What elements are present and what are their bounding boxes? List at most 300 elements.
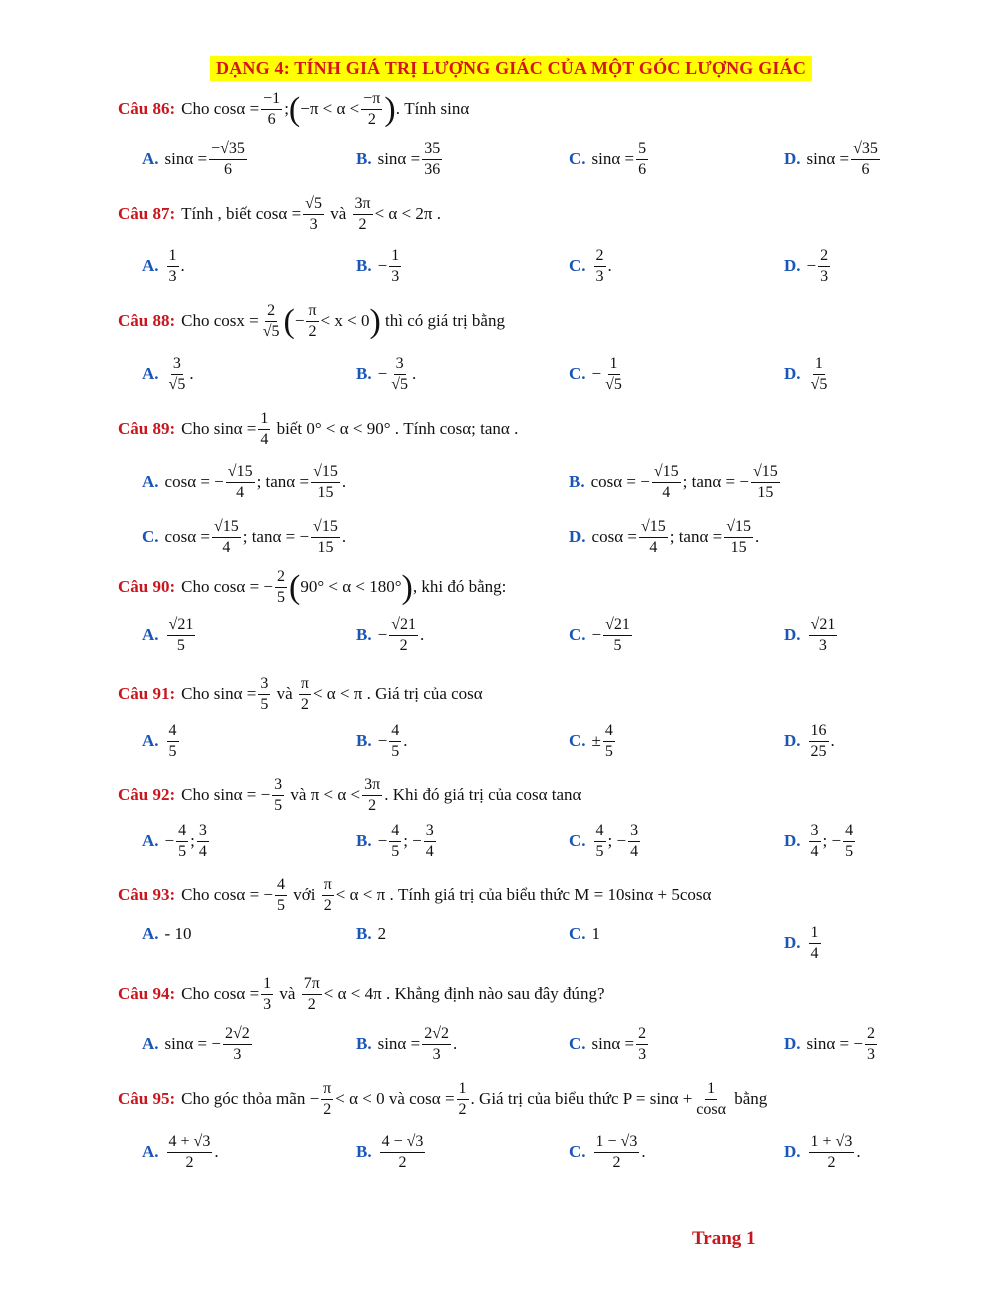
math-text: Cho sinα = xyxy=(181,418,257,438)
numerator: √15 xyxy=(226,463,255,483)
math-text: sinα = xyxy=(591,148,635,168)
fraction xyxy=(751,463,780,503)
numerator: 2√2 xyxy=(223,1025,252,1045)
fraction xyxy=(353,195,373,235)
numerator: 7π xyxy=(302,975,322,995)
denominator: 4 xyxy=(630,843,639,861)
denominator: 4 xyxy=(260,431,269,449)
math-text: − xyxy=(377,830,388,850)
option-letter: C. xyxy=(569,255,586,275)
fraction xyxy=(167,722,179,762)
fraction xyxy=(209,140,247,180)
math-text: −π < α < xyxy=(300,98,360,118)
numerator: 3 xyxy=(809,822,821,842)
answer-option[interactable] xyxy=(569,355,626,395)
fraction xyxy=(167,247,179,287)
math-text: . xyxy=(755,526,760,546)
math-text: < α < π . Tính giá trị của biểu thức M = 10sinα + 5cosα xyxy=(335,884,712,904)
math-text: . xyxy=(411,363,417,383)
math-text: < α < 2π . xyxy=(374,203,441,223)
math-text: . xyxy=(189,363,194,383)
math-text: Cho sinα = − xyxy=(181,784,271,804)
math-text: ± xyxy=(591,730,601,750)
math-text: - 10 xyxy=(164,924,192,943)
denominator: 36 xyxy=(424,161,441,179)
math-text: ; − xyxy=(403,830,422,850)
math-text: sinα = xyxy=(377,1033,421,1053)
fraction xyxy=(809,1133,855,1173)
math-text: cosα = xyxy=(591,526,637,546)
option-letter: A. xyxy=(142,363,159,383)
answer-option[interactable] xyxy=(356,355,416,395)
answer-option[interactable] xyxy=(356,924,386,944)
fraction xyxy=(594,1133,640,1173)
math-text: . Giá trị của biểu thức P = sinα + xyxy=(470,1088,693,1108)
denominator: 6 xyxy=(267,111,276,129)
fraction xyxy=(809,722,829,762)
page-number: Trang 1 xyxy=(692,1228,756,1249)
math-text: . xyxy=(641,1141,646,1161)
fraction xyxy=(212,518,241,558)
option-letter: C. xyxy=(569,624,586,644)
denominator: 5 xyxy=(391,843,400,861)
numerator: 3 xyxy=(197,822,209,842)
denominator: 5 xyxy=(274,797,283,815)
numerator: 2 xyxy=(636,1025,648,1045)
fraction xyxy=(389,247,401,287)
answer-option[interactable] xyxy=(142,722,181,762)
fraction xyxy=(694,1080,728,1120)
denominator: 6 xyxy=(224,161,233,179)
option-letter: C. xyxy=(569,148,586,168)
numerator: 4 xyxy=(167,722,179,742)
fraction xyxy=(639,518,668,558)
option-letter: D. xyxy=(784,363,801,383)
math-text: . xyxy=(419,624,425,644)
question-stem xyxy=(118,195,441,235)
denominator: √5 xyxy=(168,376,186,394)
option-letter: C. xyxy=(569,924,586,943)
numerator: 2√2 xyxy=(422,1025,451,1045)
numerator: √15 xyxy=(639,518,668,538)
denominator: 5 xyxy=(168,743,177,761)
option-letter: D. xyxy=(784,1141,801,1161)
answer-option[interactable] xyxy=(784,924,823,964)
denominator: 3 xyxy=(818,637,827,655)
option-letter: B. xyxy=(356,1141,372,1161)
math-text: , khi đó bằng: xyxy=(412,576,507,596)
fraction xyxy=(261,302,282,342)
fraction xyxy=(636,140,648,180)
answer-option[interactable] xyxy=(784,355,831,395)
fraction xyxy=(275,876,287,916)
fraction xyxy=(275,568,287,608)
numerator: √15 xyxy=(311,518,340,538)
numerator: 2 xyxy=(818,247,830,267)
fraction xyxy=(809,924,821,964)
denominator: 15 xyxy=(757,484,774,502)
option-letter: B. xyxy=(356,624,372,644)
fraction xyxy=(457,1080,469,1120)
bracket: ( xyxy=(283,302,295,340)
math-text: . xyxy=(403,730,408,750)
numerator: 5 xyxy=(636,140,648,160)
numerator: 3 xyxy=(628,822,640,842)
math-text: cosα = − xyxy=(164,471,224,491)
numerator: 4 xyxy=(594,822,606,842)
option-letter: A. xyxy=(142,1033,159,1053)
math-text: và xyxy=(272,683,297,703)
denominator: 2 xyxy=(308,323,317,341)
math-text: ; tanα = − xyxy=(242,526,310,546)
answer-option[interactable] xyxy=(569,518,759,558)
option-letter: D. xyxy=(784,255,801,275)
fraction xyxy=(652,463,681,503)
question-label: Câu 91: xyxy=(118,683,176,703)
fraction xyxy=(302,975,322,1015)
answer-option[interactable] xyxy=(569,616,634,656)
numerator: 2 xyxy=(265,302,277,322)
numerator: 3 xyxy=(171,355,183,375)
question-label: Câu 87: xyxy=(118,203,176,223)
question-stem xyxy=(118,675,483,715)
question-stem xyxy=(118,975,605,1015)
math-text: sinα = − xyxy=(806,1033,863,1053)
numerator: 1 xyxy=(457,1080,469,1100)
fraction xyxy=(261,975,273,1015)
numerator: √15 xyxy=(751,463,780,483)
section-title: DẠNG 4: TÍNH GIÁ TRỊ LƯỢNG GIÁC CỦA MỘT GÓC LƯỢNG GIÁC xyxy=(210,56,812,81)
denominator: 3 xyxy=(263,996,272,1014)
numerator: 1 xyxy=(705,1080,717,1100)
answer-option[interactable] xyxy=(569,140,650,180)
denominator: 2 xyxy=(399,637,408,655)
question-label: Câu 86: xyxy=(118,98,176,118)
numerator: −π xyxy=(361,90,382,110)
fraction xyxy=(167,1133,213,1173)
fraction xyxy=(603,616,632,656)
fraction xyxy=(424,822,436,862)
question-stem xyxy=(118,568,506,608)
answer-option[interactable] xyxy=(784,140,882,180)
fraction xyxy=(306,302,318,342)
fraction xyxy=(167,355,188,395)
math-text: . xyxy=(856,1141,861,1161)
answer-option[interactable] xyxy=(142,924,191,944)
answer-option[interactable] xyxy=(784,616,839,656)
answer-option[interactable] xyxy=(356,140,444,180)
denominator: 2 xyxy=(398,1154,407,1172)
option-letter: B. xyxy=(356,1033,372,1053)
denominator: 4 xyxy=(236,484,245,502)
denominator: 5 xyxy=(277,589,285,607)
option-letter: D. xyxy=(784,730,801,750)
answer-option[interactable] xyxy=(142,822,211,862)
math-text: − xyxy=(806,255,817,275)
denominator: 5 xyxy=(613,637,622,655)
question-label: Câu 88: xyxy=(118,310,176,330)
option-letter: D. xyxy=(784,830,801,850)
answer-option[interactable] xyxy=(356,1025,457,1065)
fraction xyxy=(380,1133,426,1173)
fraction xyxy=(809,822,821,862)
math-text: − xyxy=(377,255,388,275)
numerator: π xyxy=(306,302,318,322)
denominator: 3 xyxy=(233,1046,242,1064)
math-text: Cho cosα = xyxy=(181,983,260,1003)
fraction xyxy=(176,822,188,862)
question-label: Câu 94: xyxy=(118,983,176,1003)
numerator: 4 xyxy=(389,822,401,842)
numerator: 3 xyxy=(272,776,284,796)
denominator: 2 xyxy=(612,1154,621,1172)
numerator: 1 xyxy=(261,975,273,995)
numerator: 4 xyxy=(603,722,615,742)
denominator: 2 xyxy=(307,996,316,1014)
denominator: 5 xyxy=(604,743,613,761)
denominator: 4 xyxy=(810,843,819,861)
denominator: 3 xyxy=(638,1046,647,1064)
fraction xyxy=(258,675,270,715)
math-text: sinα = xyxy=(164,148,208,168)
fraction xyxy=(603,355,624,395)
denominator: 4 xyxy=(425,843,434,861)
option-letter: C. xyxy=(569,1141,586,1161)
fraction xyxy=(311,518,340,558)
answer-option[interactable] xyxy=(356,616,424,656)
numerator: 2 xyxy=(594,247,606,267)
answer-option[interactable] xyxy=(356,822,438,862)
math-text: . xyxy=(214,1141,219,1161)
math-text: biết 0° < α < 90° . Tính cosα; tanα . xyxy=(272,418,519,438)
math-text: . xyxy=(607,255,612,275)
option-letter: B. xyxy=(356,830,372,850)
denominator: 3 xyxy=(866,1046,875,1064)
denominator: 15 xyxy=(730,539,747,557)
answer-option[interactable] xyxy=(784,247,832,287)
fraction xyxy=(322,876,334,916)
option-letter: B. xyxy=(569,471,585,491)
denominator: √5 xyxy=(810,376,828,394)
numerator: 3 xyxy=(394,355,406,375)
denominator: 2 xyxy=(358,216,367,234)
denominator: 5 xyxy=(176,637,185,655)
fraction xyxy=(594,822,606,862)
numerator: 35 xyxy=(422,140,442,160)
option-letter: C. xyxy=(142,526,159,546)
numerator: 4 − √3 xyxy=(380,1133,426,1153)
math-text: − xyxy=(164,830,175,850)
fraction xyxy=(594,247,606,287)
answer-option[interactable] xyxy=(356,722,407,762)
math-text: . xyxy=(341,471,347,491)
denominator: 5 xyxy=(277,897,285,915)
question-label: Câu 90: xyxy=(118,576,176,596)
question-stem xyxy=(118,90,469,130)
option-letter: A. xyxy=(142,624,159,644)
math-text: và xyxy=(275,983,300,1003)
math-text: ; xyxy=(284,98,289,118)
numerator: 4 + √3 xyxy=(167,1133,213,1153)
math-text: ; xyxy=(190,830,195,850)
numerator: 3 xyxy=(424,822,436,842)
numerator: 1 − √3 xyxy=(594,1133,640,1153)
fraction xyxy=(272,776,284,816)
bracket: ) xyxy=(401,568,413,606)
fraction xyxy=(818,247,830,287)
numerator: √21 xyxy=(809,616,838,636)
math-text: ; tanα = xyxy=(256,471,310,491)
numerator: 3 xyxy=(258,675,270,695)
denominator: 2 xyxy=(827,1154,836,1172)
denominator: √5 xyxy=(262,323,280,341)
question-label: Câu 95: xyxy=(118,1088,176,1108)
numerator: −√35 xyxy=(209,140,247,160)
question-stem xyxy=(118,1080,767,1120)
question-stem xyxy=(118,776,581,816)
numerator: 4 xyxy=(176,822,188,842)
math-text: < x < 0 xyxy=(320,310,370,330)
math-text: < α < 0 và cosα = xyxy=(335,1088,455,1108)
numerator: 3π xyxy=(362,776,382,796)
denominator: 25 xyxy=(810,743,827,761)
numerator: π xyxy=(322,876,334,896)
math-text: sinα = − xyxy=(164,1033,221,1053)
denominator: 6 xyxy=(861,161,870,179)
math-text: − xyxy=(294,310,305,330)
answer-option[interactable] xyxy=(569,1133,646,1173)
math-text: . xyxy=(452,1033,458,1053)
option-letter: A. xyxy=(142,924,159,943)
numerator: 2 xyxy=(865,1025,877,1045)
numerator: √5 xyxy=(303,195,324,215)
numerator: π xyxy=(321,1080,333,1100)
math-text: . xyxy=(341,526,347,546)
answer-option[interactable] xyxy=(356,247,403,287)
answer-option[interactable] xyxy=(784,722,835,762)
fraction xyxy=(389,616,418,656)
fraction xyxy=(809,616,838,656)
math-text: < α < 4π . Khẳng định nào sau đây đúng? xyxy=(323,983,605,1003)
option-letter: D. xyxy=(784,624,801,644)
numerator: 2 xyxy=(275,568,287,588)
numerator: √21 xyxy=(167,616,196,636)
option-letter: A. xyxy=(142,730,159,750)
denominator: 15 xyxy=(317,539,334,557)
fraction xyxy=(851,140,880,180)
option-letter: B. xyxy=(356,363,372,383)
math-text: 1 xyxy=(591,924,601,943)
math-text: Cho sinα = xyxy=(181,683,257,703)
fraction xyxy=(422,140,442,180)
math-text: . xyxy=(830,730,835,750)
numerator: 4 xyxy=(389,722,401,742)
numerator: √21 xyxy=(389,616,418,636)
math-text: và π < α < xyxy=(286,784,361,804)
math-text: và xyxy=(325,203,351,223)
math-text: Cho góc thỏa mãn − xyxy=(181,1088,320,1108)
denominator: 5 xyxy=(178,843,187,861)
answer-option[interactable] xyxy=(142,247,185,287)
option-letter: B. xyxy=(356,730,372,750)
answer-option[interactable] xyxy=(142,140,249,180)
bracket: ( xyxy=(288,90,301,128)
answer-option[interactable] xyxy=(142,355,194,395)
math-text: − xyxy=(591,624,602,644)
answer-option[interactable] xyxy=(142,1133,219,1173)
denominator: 5 xyxy=(595,843,604,861)
denominator: 4 xyxy=(198,843,207,861)
answer-option[interactable] xyxy=(142,518,346,558)
math-text: − xyxy=(377,624,388,644)
question-label: Câu 93: xyxy=(118,884,176,904)
fraction xyxy=(389,722,401,762)
fraction xyxy=(603,722,615,762)
denominator: 2 xyxy=(368,797,377,815)
option-letter: D. xyxy=(569,526,586,546)
fraction xyxy=(197,822,209,862)
denominator: 3 xyxy=(595,268,604,286)
answer-option[interactable] xyxy=(569,463,782,503)
option-letter: A. xyxy=(142,830,159,850)
denominator: 5 xyxy=(845,843,854,861)
denominator: 5 xyxy=(391,743,400,761)
fraction xyxy=(865,1025,877,1065)
answer-option[interactable] xyxy=(356,1133,427,1173)
answer-option[interactable] xyxy=(784,1133,861,1173)
answer-option[interactable] xyxy=(569,1025,650,1065)
numerator: 1 xyxy=(813,355,825,375)
option-letter: B. xyxy=(356,148,372,168)
option-letter: B. xyxy=(356,255,372,275)
option-letter: A. xyxy=(142,471,159,491)
numerator: 1 xyxy=(389,247,401,267)
numerator: 1 + √3 xyxy=(809,1133,855,1153)
fraction xyxy=(628,822,640,862)
math-text: sinα = xyxy=(377,148,421,168)
option-letter: C. xyxy=(569,830,586,850)
math-text: . xyxy=(180,255,185,275)
question-label: Câu 89: xyxy=(118,418,176,438)
answer-option[interactable] xyxy=(142,463,346,503)
denominator: 3 xyxy=(309,216,318,234)
answer-option[interactable] xyxy=(569,722,617,762)
denominator: 3 xyxy=(391,268,400,286)
math-text: − xyxy=(377,363,388,383)
numerator: 1 xyxy=(258,410,270,430)
answer-option[interactable] xyxy=(784,1025,879,1065)
numerator: 1 xyxy=(809,924,821,944)
math-text: Cho cosα = xyxy=(181,98,260,118)
fraction xyxy=(311,463,340,503)
answer-option[interactable] xyxy=(569,924,600,944)
math-text: 2 xyxy=(377,924,387,943)
math-text: sinα = xyxy=(591,1033,635,1053)
math-text: Cho cosα = − xyxy=(181,884,273,904)
numerator: −1 xyxy=(261,90,282,110)
answer-option[interactable] xyxy=(569,822,642,862)
answer-option[interactable] xyxy=(784,822,857,862)
answer-option[interactable] xyxy=(142,1025,254,1065)
math-text: Cho cosα = − xyxy=(181,576,273,596)
numerator: π xyxy=(299,675,311,695)
fraction xyxy=(636,1025,648,1065)
fraction xyxy=(321,1080,333,1120)
fraction xyxy=(167,616,196,656)
math-text: 90° < α < 180° xyxy=(300,576,402,596)
answer-option[interactable] xyxy=(142,616,197,656)
answer-option[interactable] xyxy=(569,247,612,287)
